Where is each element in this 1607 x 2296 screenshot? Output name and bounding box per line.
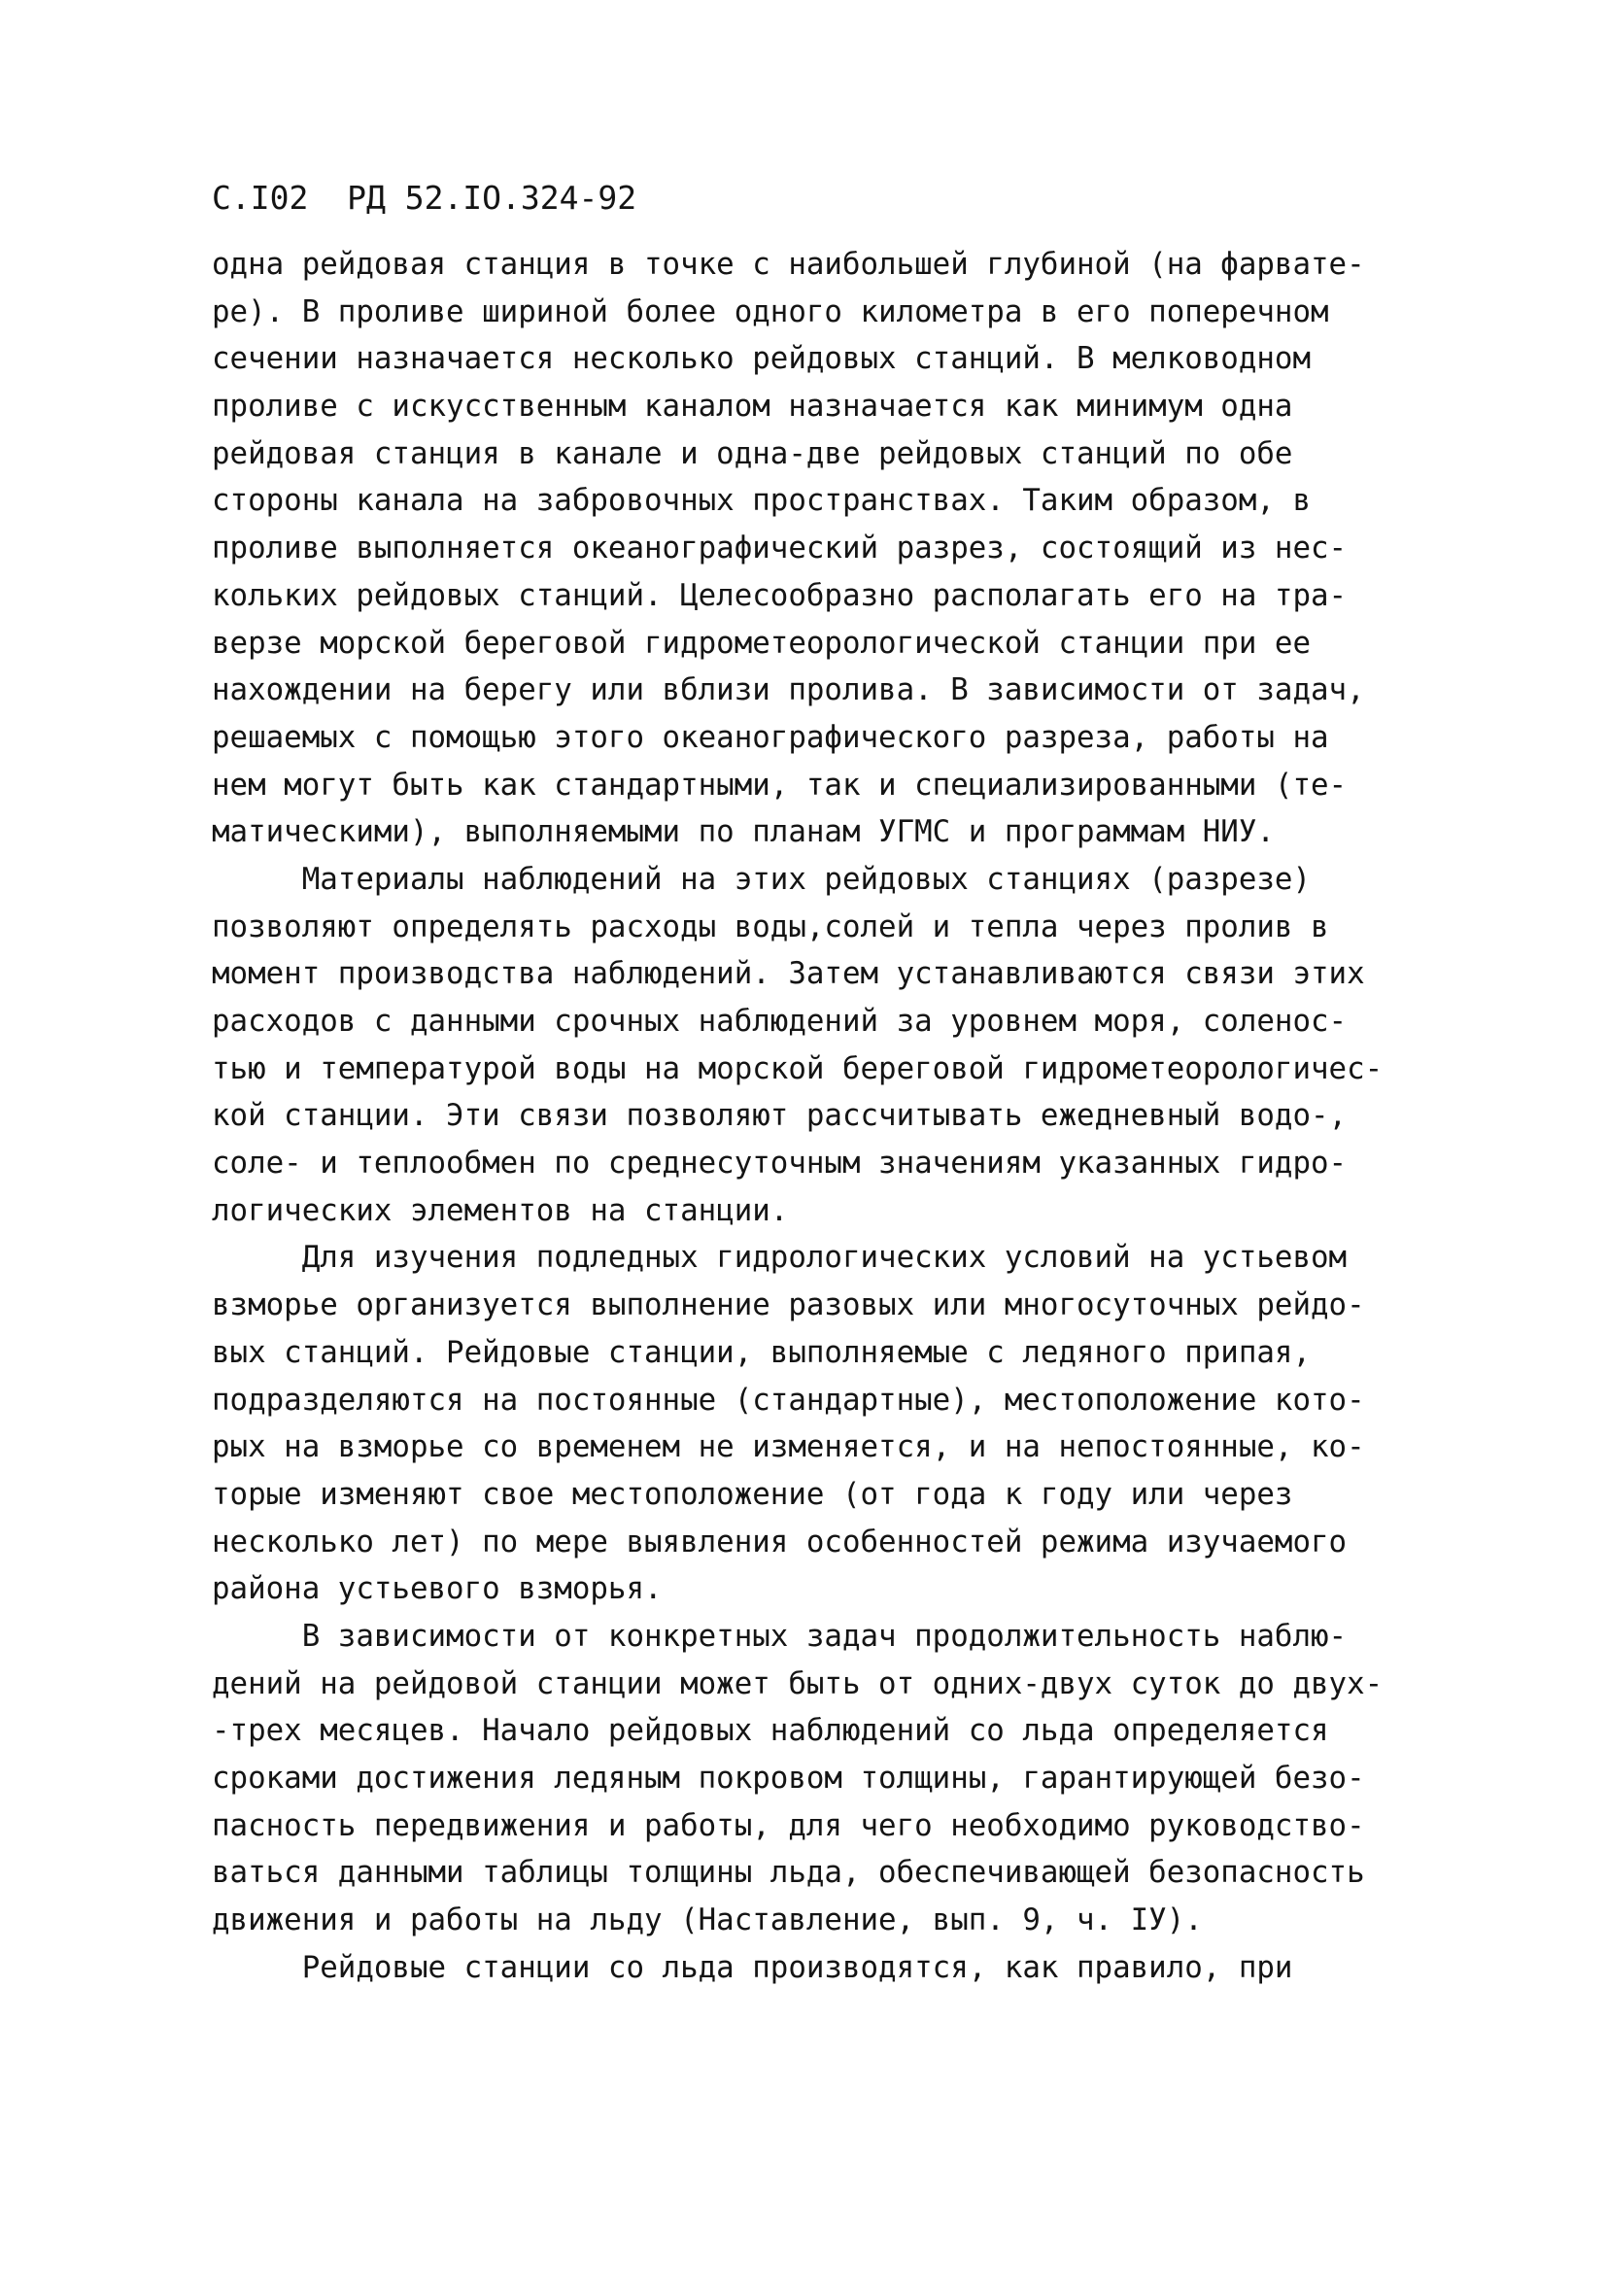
text-line: нем могут быть как стандартными, так и специализированными (те- [212, 767, 1348, 803]
text-line: В зависимости от конкретных задач продолжительность наблю- [212, 1618, 1348, 1654]
text-line: ваться данными таблицы толщины льда, обеспечивающей безопасность [212, 1855, 1365, 1891]
text-line: момент производства наблюдений. Затем устанавливаются связи этих [212, 956, 1365, 992]
text-line: района устьевого взморья. [212, 1571, 663, 1607]
text-line: проливе выполняется океанографический разрез, состоящий из нес- [212, 531, 1348, 566]
text-line: рейдовая станция в канале и одна-две рейдовых станций по обе [212, 435, 1293, 471]
text-line: нахождении на берегу или вблизи пролива. В зависимости от задач, [212, 672, 1365, 708]
text-line: позволяют определять расходы воды,солей и тепла через пролив в [212, 908, 1329, 944]
text-line: рых на взморье со временем не изменяется, и на непостоянные, ко- [212, 1429, 1365, 1465]
text-line: расходов с данными срочных наблюдений за уровнем моря, соленос- [212, 1004, 1348, 1039]
text-line: Для изучения подледных гидрологических условий на устьевом [212, 1240, 1348, 1276]
body-text [212, 241, 1475, 1991]
page-number: С.I02 [212, 179, 309, 217]
text-line: проливе с искусственным каналом назначается как минимум одна [212, 389, 1293, 425]
text-line: кольких рейдовых станций. Целесообразно располагать его на тра- [212, 577, 1348, 613]
text-line: ре). В проливе шириной более одного километра в его поперечном [212, 293, 1329, 329]
text-line: торые изменяют свое местоположение (от года к году или через [212, 1476, 1293, 1512]
text-line: взморье организуется выполнение разовых или многосуточных рейдо- [212, 1287, 1365, 1323]
text-line: пасность передвижения и работы, для чего необходимо руководство- [212, 1807, 1365, 1843]
text-line: сроками достижения ледяным покровом толщины, гарантирующей безо- [212, 1761, 1365, 1796]
text-line: верзе морской береговой гидрометеорологической станции при ее [212, 625, 1312, 661]
document-code: РД 52.IO.324-92 [347, 179, 637, 217]
text-line: соле- и теплообмен по среднесуточным значениям указанных гидро- [212, 1146, 1348, 1182]
text-line: тью и температурой воды на морской береговой гидрометеорологичес- [212, 1050, 1384, 1086]
text-line: движения и работы на льду (Наставление, вып. 9, ч. IУ). [212, 1902, 1203, 1938]
text-line: подразделяются на постоянные (стандартные), местоположение кото- [212, 1382, 1365, 1418]
text-line: вых станций. Рейдовые станции, выполняемые с ледяного припая, [212, 1334, 1312, 1370]
text-line: одна рейдовая станция в точке с наибольшей глубиной (на фарвате- [212, 247, 1365, 282]
text-line: матическими), выполняемыми по планам УГМС и программам НИУ. [212, 814, 1275, 850]
text-line: стороны канала на забровочных пространствах. Таким образом, в [212, 483, 1312, 519]
text-line: несколько лет) по мере выявления особенностей режима изучаемого [212, 1524, 1348, 1559]
text-line: Рейдовые станции со льда производятся, как правило, при [212, 1949, 1293, 1985]
text-line: логических элементов на станции. [212, 1192, 789, 1228]
text-line: Материалы наблюдений на этих рейдовых станциях (разрезе) [212, 861, 1312, 897]
text-line: дений на рейдовой станции может быть от одних-двух суток до двух- [212, 1665, 1384, 1701]
text-line: -трех месяцев. Начало рейдовых наблюдений со льда определяется [212, 1713, 1329, 1749]
text-line: сечении назначается несколько рейдовых станций. В мелководном [212, 341, 1312, 377]
text-line: решаемых с помощью этого океанографического разреза, работы на [212, 719, 1329, 755]
page-header [212, 177, 636, 220]
text-line: кой станции. Эти связи позволяют рассчитывать ежедневный водо-, [212, 1098, 1348, 1134]
